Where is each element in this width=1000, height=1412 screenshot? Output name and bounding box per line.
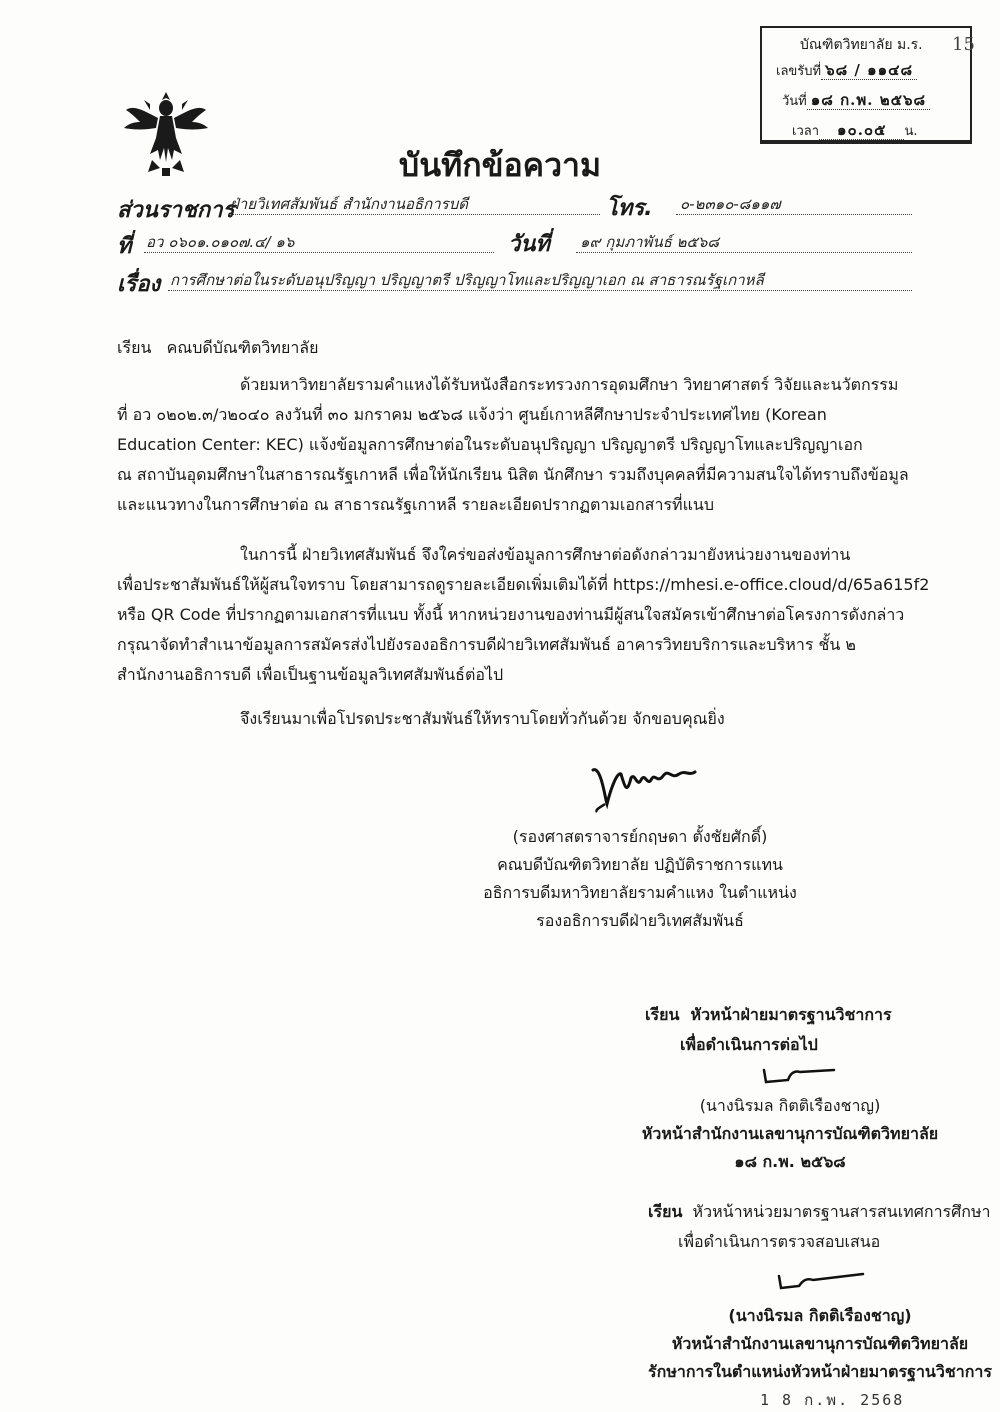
ref-label: ที่ (117, 234, 132, 259)
note1-name: (นางนิรมล กิตติเรืองชาญ) (699, 1096, 881, 1115)
stamp-time-unit: น. (904, 124, 918, 139)
note2-to-value: หัวหน้าหน่วยมาตรฐานสารสนเทศการศึกษา (692, 1202, 991, 1221)
note1-to (645, 1001, 892, 1029)
salutation-value: คณบดีบัณฑิตวิทยาลัย (166, 338, 319, 357)
note1-date: ๑๘ ก.พ. ๒๕๖๘ (734, 1152, 846, 1171)
p1-line: ณ สถาบันอุดมศึกษาในสาธารณรัฐเกาหลี เพื่อให้นักเรียน นิสิต นักศึกษา รวมถึงบุคคลที่มีความสนใจได้ทราบถึงข้อมูล (117, 465, 909, 484)
stamp-date-value: ๑๘ ก.พ. ๒๕๖๘ (807, 91, 930, 110)
p1-line: ด้วยมหาวิทยาลัยรามคำแหงได้รับหนังสือกระทรวงการอุดมศึกษา วิทยาศาสตร์ วิจัยและนวัตกรรม (240, 375, 899, 394)
note1-position: หัวหน้าสำนักงานเลขานุการบัณฑิตวิทยาลัย (641, 1124, 939, 1143)
note2-date-stamp: 1 8 ก.พ. 2568 (760, 1391, 905, 1409)
p1-line: และแนวทางในการศึกษาต่อ ณ สาธารณรัฐเกาหลี รายละเอียดปรากฏตามเอกสารที่แนบ (117, 495, 714, 514)
stamp-time-value: ๑๐.๐๕ (819, 121, 904, 140)
p2-line: ในการนี้ ฝ่ายวิเทศสัมพันธ์ จึงใคร่ขอส่งข้อมูลการศึกษาต่อดังกล่าวมายังหน่วยงานของท่าน (240, 545, 851, 564)
p2-line: หรือ QR Code ที่ปรากฏตามเอกสารที่แนบ ทั้งนี้ หากหน่วยงานของท่านมีผู้สนใจสมัครเข้าศึกษาต่อโครงการดังกล่าว (117, 605, 905, 624)
stamp-reg-label: เลขรับที่ (776, 64, 822, 79)
stamp-reg (776, 58, 917, 82)
subject-value: การศึกษาต่อในระดับอนุปริญญา ปริญญาตรี ปริญญาโทและปริญญาเอก ณ สาธารณรัฐเกาหลี (170, 271, 764, 289)
memo-title: บันทึกข้อความ (398, 146, 602, 184)
date-value: ๑๙ กุมภาพันธ์ ๒๕๖๘ (580, 233, 719, 251)
note2-name: (นางนิรมล กิตติเรืองชาญ) (728, 1306, 912, 1325)
signer1-line3: อธิการบดีมหาวิทยาลัยรามคำแหง ในตำแหน่ง (483, 883, 797, 902)
phone-value: ๐-๒๓๑๐-๘๑๑๗ (680, 195, 781, 213)
p2-line: สำนักงานอธิการบดี เพื่อเป็นฐานข้อมูลวิเทศสัมพันธ์ต่อไป (117, 665, 504, 684)
ref-value: อว ๐๖๐๑.๐๑๐๗.๔/ ๑๖ (146, 233, 295, 251)
paragraph-2 (117, 540, 929, 690)
note2-action: เพื่อดำเนินการตรวจสอบเสนอ (678, 1232, 881, 1251)
note1-to-value: หัวหน้าฝ่ายมาตรฐานวิชาการ (690, 1005, 892, 1024)
page-mark: 15 (952, 34, 975, 55)
p1-line: Education Center: KEC) แจ้งข้อมูลการศึกษาต่อในระดับอนุปริญญา ปริญญาตรี ปริญญาโทและปริญญาเอก (117, 435, 863, 454)
signature-3 (775, 1268, 870, 1296)
note2-to-label: เรียน (648, 1202, 683, 1221)
salutation-label: เรียน (117, 338, 152, 357)
agency-value: ฝ่ายวิเทศสัมพันธ์ สำนักงานอธิการบดี (230, 195, 468, 213)
paragraph-1 (117, 370, 909, 520)
note2-signer (640, 1302, 1000, 1386)
stamp-time (792, 118, 917, 142)
salutation (117, 333, 318, 363)
signature-1 (585, 758, 715, 818)
note2-to (648, 1198, 991, 1226)
stamp-date-label: วันที่ (782, 94, 807, 109)
note2-acting: รักษาการในตำแหน่งหัวหน้าฝ่ายมาตรฐานวิชาการ (648, 1362, 992, 1381)
stamp-office: บัณฑิตวิทยาลัย ม.ร. (800, 37, 923, 53)
stamp-reg-value: ๖๘ / ๑๑๔๘ (821, 61, 917, 80)
date-label: วันที่ (508, 232, 550, 257)
note1-to-label: เรียน (645, 1005, 680, 1024)
signer1-line4: รองอธิการบดีฝ่ายวิเทศสัมพันธ์ (536, 911, 744, 930)
p2-line: เพื่อประชาสัมพันธ์ให้ผู้สนใจทราบ โดยสามารถดูรายละเอียดเพิ่มเติมได้ที่ https://mhesi.e-office.cloud/d/65a615f2 (117, 575, 930, 594)
signer1-name: (รองศาสตราจารย์กฤษดา ตั้งชัยศักดิ์) (512, 827, 768, 846)
signature-2 (760, 1060, 840, 1090)
p2-line: กรุณาจัดทำสำเนาข้อมูลการสมัครส่งไปยังรองอธิการบดีฝ่ายวิเทศสัมพันธ์ อาคารวิทยบริการและบริหาร ชั้น ๒ (117, 635, 856, 654)
stamp-time-label: เวลา (792, 124, 820, 139)
note2-position: หัวหน้าสำนักงานเลขานุการบัณฑิตวิทยาลัย (671, 1334, 969, 1353)
signer1-block (450, 823, 830, 935)
p1-line: ที่ อว ๐๒๐๒.๓/ว๒๐๔๐ ลงวันที่ ๓๐ มกราคม ๒๕๖๘ แจ้งว่า ศูนย์เกาหลีศึกษาประจำประเทศไทย (Korean (117, 405, 827, 424)
signer1-line2: คณบดีบัณฑิตวิทยาลัย ปฏิบัติราชการแทน (497, 855, 783, 874)
note1-action: เพื่อดำเนินการต่อไป (680, 1035, 818, 1054)
subject-label: เรื่อง (117, 272, 161, 297)
phone-label: โทร. (606, 196, 653, 221)
closing: จึงเรียนมาเพื่อโปรดประชาสัมพันธ์ให้ทราบโดยทั่วกันด้วย จักขอบคุณยิ่ง (240, 709, 725, 728)
agency-label: ส่วนราชการ (117, 198, 235, 223)
note1-signer (620, 1092, 960, 1176)
receipt-stamp (760, 26, 972, 144)
stamp-date (782, 88, 930, 112)
